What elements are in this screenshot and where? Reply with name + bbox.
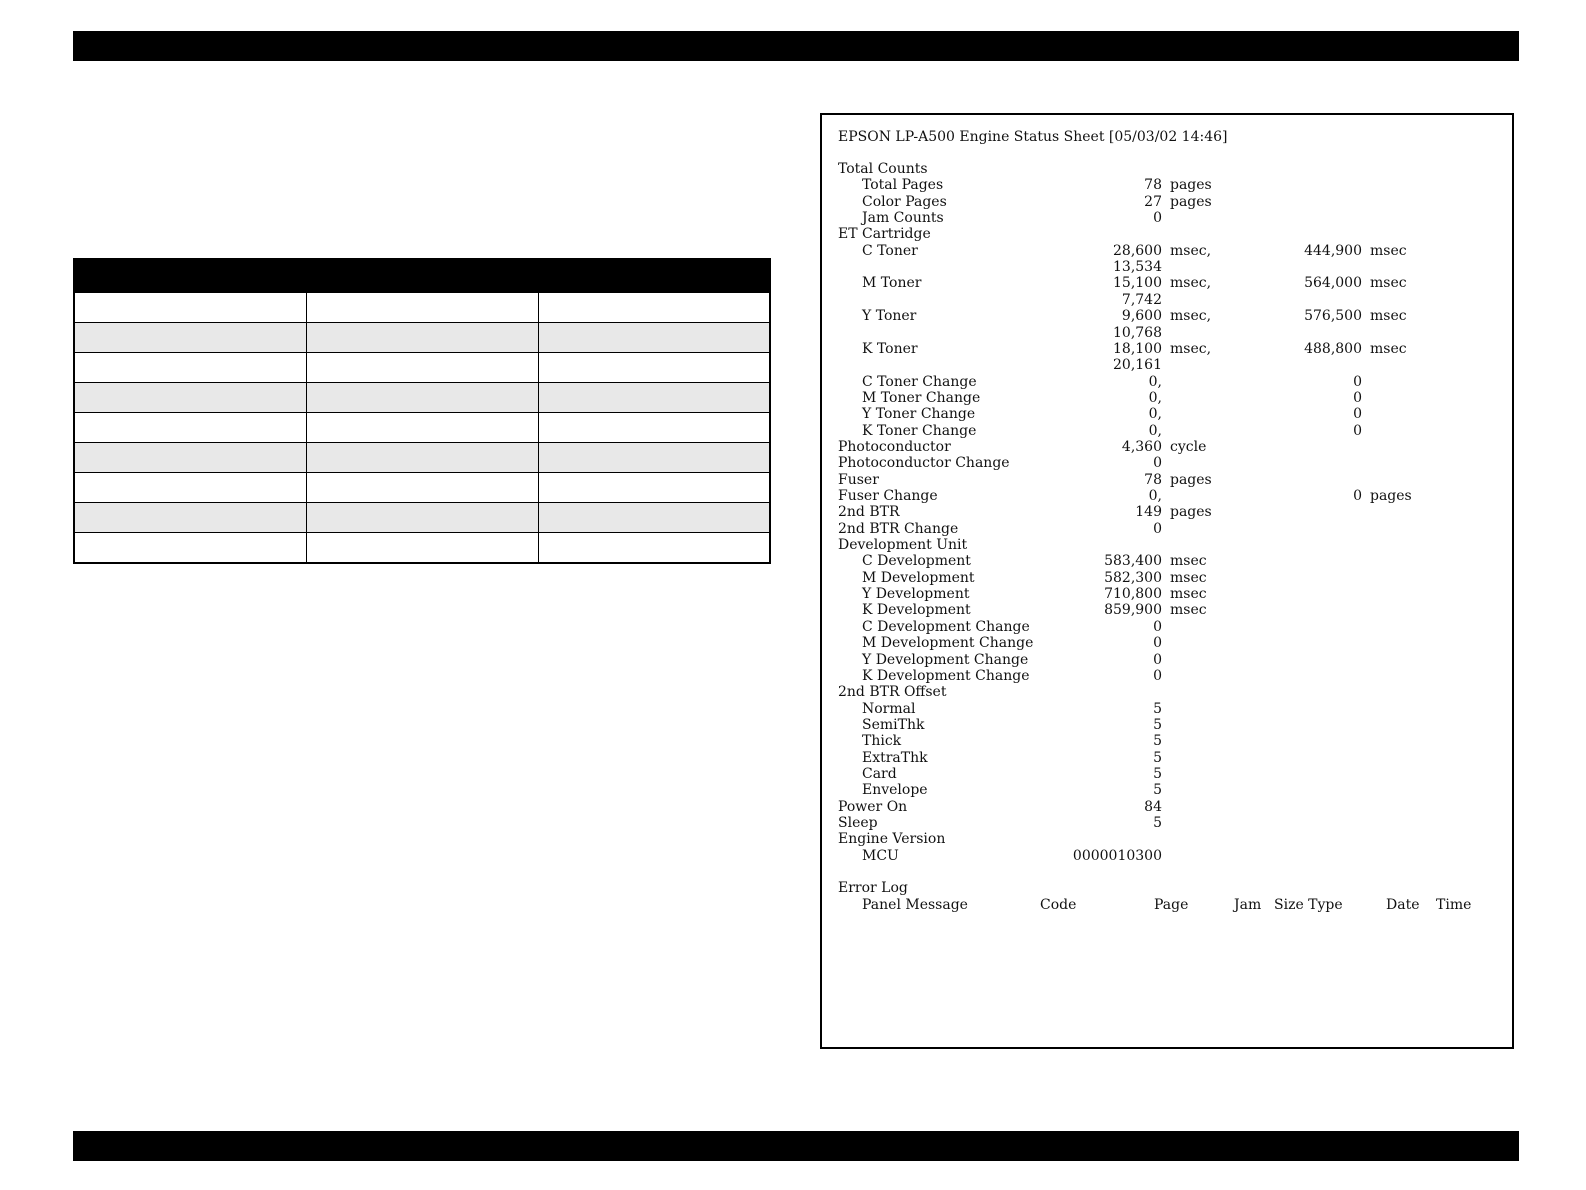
- sheet-line: [822, 390, 1512, 406]
- line-value: 859,900: [1104, 602, 1162, 619]
- table-row: [74, 473, 770, 503]
- line-value: 84: [1144, 798, 1162, 815]
- line-label: Engine Version: [838, 831, 946, 848]
- line-label: Card: [862, 765, 897, 782]
- table-row: [74, 443, 770, 473]
- line-value-2: 444,900: [1304, 242, 1362, 259]
- line-label: Y Development Change: [862, 651, 1029, 668]
- line-unit: msec,: [1170, 308, 1212, 325]
- line-value: 0: [1153, 635, 1162, 652]
- line-label: C Development Change: [862, 618, 1030, 635]
- line-unit: msec: [1170, 553, 1207, 570]
- error-log-column: Size Type: [1274, 896, 1343, 913]
- line-label: 2nd BTR: [838, 504, 900, 521]
- sheet-line: [822, 243, 1512, 259]
- line-label: M Development Change: [862, 635, 1034, 652]
- line-value-2: 0: [1353, 406, 1362, 423]
- line-value: 0,: [1148, 406, 1162, 423]
- blank-table: [73, 258, 771, 564]
- line-label: ET Cartridge: [838, 226, 931, 243]
- line-unit: pages: [1170, 504, 1212, 521]
- table-header-row: [74, 259, 770, 293]
- sheet-line: [822, 341, 1512, 357]
- line-value: 582,300: [1104, 569, 1162, 586]
- sheet-line: [822, 325, 1512, 341]
- table-header-cell: [74, 259, 306, 293]
- line-unit-2: pages: [1370, 488, 1412, 504]
- line-label: Color Pages: [862, 193, 947, 210]
- sheet-line: [822, 161, 1512, 177]
- line-unit: msec,: [1170, 242, 1212, 259]
- line-label: M Toner Change: [862, 389, 981, 406]
- sheet-line: [822, 766, 1512, 782]
- line-value: 583,400: [1104, 553, 1162, 570]
- line-value: 28,600: [1113, 242, 1162, 259]
- line-value: 0: [1153, 520, 1162, 537]
- error-log-column: Date: [1386, 896, 1420, 913]
- sheet-line: [822, 602, 1512, 618]
- line-label: Y Development: [862, 586, 970, 603]
- line-label: Photoconductor Change: [838, 455, 1010, 472]
- line-value: 0000010300: [1072, 847, 1162, 864]
- line-unit: msec: [1170, 569, 1207, 586]
- line-value: 78: [1144, 177, 1162, 194]
- line-value: 0,: [1148, 389, 1162, 406]
- line-value: 0: [1153, 667, 1162, 684]
- error-log-column: Time: [1436, 896, 1472, 913]
- sheet-line: [822, 423, 1512, 439]
- line-value: 9,600: [1121, 308, 1162, 325]
- line-value: 20,161: [1113, 357, 1162, 374]
- table-row: [74, 503, 770, 533]
- line-label: Y Toner Change: [862, 406, 976, 423]
- line-value: 5: [1153, 733, 1162, 750]
- sheet-line: [822, 717, 1512, 733]
- line-label: K Development Change: [862, 667, 1030, 684]
- line-unit: msec: [1170, 602, 1207, 619]
- sheet-line: [822, 504, 1512, 520]
- sheet-line: [822, 668, 1512, 684]
- line-value: 13,534: [1113, 259, 1162, 276]
- line-label: K Toner Change: [862, 422, 977, 439]
- line-label: Error Log: [838, 880, 908, 897]
- line-value: 0,: [1148, 488, 1162, 504]
- line-value: 5: [1153, 815, 1162, 831]
- table-row: [74, 383, 770, 413]
- line-label: Total Pages: [862, 177, 944, 194]
- footer-bar: [73, 1131, 1519, 1161]
- sheet-line: [822, 210, 1512, 226]
- line-value: 18,100: [1113, 340, 1162, 357]
- line-value: 7,742: [1121, 291, 1162, 308]
- line-value: 5: [1153, 716, 1162, 733]
- error-log-column: Page: [1154, 896, 1189, 913]
- sheet-line: [822, 750, 1512, 766]
- table-row: [74, 413, 770, 443]
- line-value-2: 0: [1353, 389, 1362, 406]
- sheet-line: [822, 880, 1512, 896]
- line-label: ExtraThk: [862, 749, 928, 766]
- sheet-line: [822, 374, 1512, 390]
- sheet-line: [822, 553, 1512, 569]
- line-label: Jam Counts: [862, 210, 944, 227]
- line-unit: msec,: [1170, 275, 1212, 292]
- line-label: Photoconductor: [838, 438, 951, 455]
- sheet-line: [822, 275, 1512, 291]
- sheet-line: [822, 831, 1512, 847]
- line-label: Sleep: [838, 815, 878, 831]
- line-value: 0,: [1148, 373, 1162, 390]
- sheet-line: [822, 782, 1512, 798]
- line-value-2: 0: [1353, 422, 1362, 439]
- table-header-cell: [306, 259, 538, 293]
- sheet-line: [822, 226, 1512, 242]
- line-label: Y Toner: [862, 308, 917, 325]
- line-label: C Development: [862, 553, 971, 570]
- line-label: MCU: [862, 847, 899, 864]
- line-label: Thick: [862, 733, 902, 750]
- sheet-line: [822, 308, 1512, 324]
- line-label: Envelope: [862, 782, 928, 799]
- error-log-column: Code: [1040, 896, 1077, 913]
- line-label: K Development: [862, 602, 971, 619]
- sheet-line: [822, 684, 1512, 700]
- table-row: [74, 353, 770, 383]
- line-label: Normal: [862, 700, 916, 717]
- line-label: Power On: [838, 798, 908, 815]
- sheet-line: [822, 455, 1512, 471]
- line-value: 5: [1153, 782, 1162, 799]
- line-label: 2nd BTR Offset: [838, 684, 947, 701]
- sheet-line: [822, 586, 1512, 602]
- line-unit: pages: [1170, 193, 1212, 210]
- line-value-2: 576,500: [1304, 308, 1362, 325]
- sheet-line: [822, 177, 1512, 193]
- sheet-line: [822, 439, 1512, 455]
- sheet-line: [822, 701, 1512, 717]
- header-bar: [73, 31, 1519, 61]
- error-log-column: Jam: [1234, 896, 1262, 913]
- line-label: M Toner: [862, 275, 922, 292]
- line-unit-2: msec: [1370, 340, 1407, 357]
- line-unit-2: msec: [1370, 242, 1407, 259]
- sheet-line: [822, 292, 1512, 308]
- line-value-2: 564,000: [1304, 275, 1362, 292]
- line-label: M Development: [862, 569, 975, 586]
- table-row: [74, 293, 770, 323]
- line-value: 27: [1144, 193, 1162, 210]
- sheet-line: [822, 406, 1512, 422]
- sheet-line: [822, 733, 1512, 749]
- line-label: K Toner: [862, 340, 918, 357]
- sheet-line: [822, 635, 1512, 651]
- error-log-column: Panel Message: [862, 896, 968, 913]
- sheet-line: [822, 521, 1512, 537]
- line-value: 15,100: [1113, 275, 1162, 292]
- line-value: 0: [1153, 455, 1162, 472]
- line-label: Total Counts: [838, 161, 928, 177]
- sheet-title: EPSON LP-A500 Engine Status Sheet [05/03/02 14:46]: [838, 129, 1228, 145]
- table-row: [74, 323, 770, 353]
- line-value: 0,: [1148, 422, 1162, 439]
- line-value: 0: [1153, 210, 1162, 227]
- sheet-line: [822, 472, 1512, 488]
- table-header-cell: [538, 259, 770, 293]
- sheet-line: [822, 357, 1512, 373]
- sheet-line: [822, 570, 1512, 586]
- line-unit: cycle: [1170, 438, 1207, 455]
- line-label: 2nd BTR Change: [838, 520, 959, 537]
- sheet-line: [822, 799, 1512, 815]
- line-value-2: 0: [1353, 373, 1362, 390]
- sheet-line: [822, 259, 1512, 275]
- table-row: [74, 533, 770, 564]
- line-value: 0: [1153, 651, 1162, 668]
- sheet-line: [822, 848, 1512, 864]
- line-unit: msec,: [1170, 340, 1212, 357]
- sheet-line: [822, 652, 1512, 668]
- line-value: 710,800: [1104, 586, 1162, 603]
- sheet-line: [822, 815, 1512, 831]
- line-value: 4,360: [1121, 438, 1162, 455]
- engine-status-sheet: [820, 113, 1514, 1049]
- line-value: 0: [1153, 618, 1162, 635]
- sheet-line: [822, 488, 1512, 504]
- line-value: 5: [1153, 749, 1162, 766]
- line-unit-2: msec: [1370, 308, 1407, 325]
- line-unit: msec: [1170, 586, 1207, 603]
- line-value: 149: [1135, 504, 1162, 521]
- line-unit: pages: [1170, 177, 1212, 194]
- sheet-line: [822, 864, 1512, 880]
- line-value-2: 0: [1353, 488, 1362, 504]
- line-label: C Toner: [862, 242, 918, 259]
- line-value: 78: [1144, 471, 1162, 488]
- line-unit: pages: [1170, 471, 1212, 488]
- line-label: Fuser Change: [838, 488, 938, 504]
- line-label: SemiThk: [862, 716, 925, 733]
- sheet-line: [822, 619, 1512, 635]
- line-unit-2: msec: [1370, 275, 1407, 292]
- line-value: 10,768: [1113, 324, 1162, 341]
- line-value: 5: [1153, 700, 1162, 717]
- line-label: Development Unit: [838, 537, 968, 554]
- line-label: Fuser: [838, 471, 879, 488]
- line-value-2: 488,800: [1304, 340, 1362, 357]
- line-value: 5: [1153, 765, 1162, 782]
- sheet-line: [822, 537, 1512, 553]
- line-label: C Toner Change: [862, 373, 977, 390]
- sheet-line: [822, 194, 1512, 210]
- error-log-header: [822, 897, 1512, 913]
